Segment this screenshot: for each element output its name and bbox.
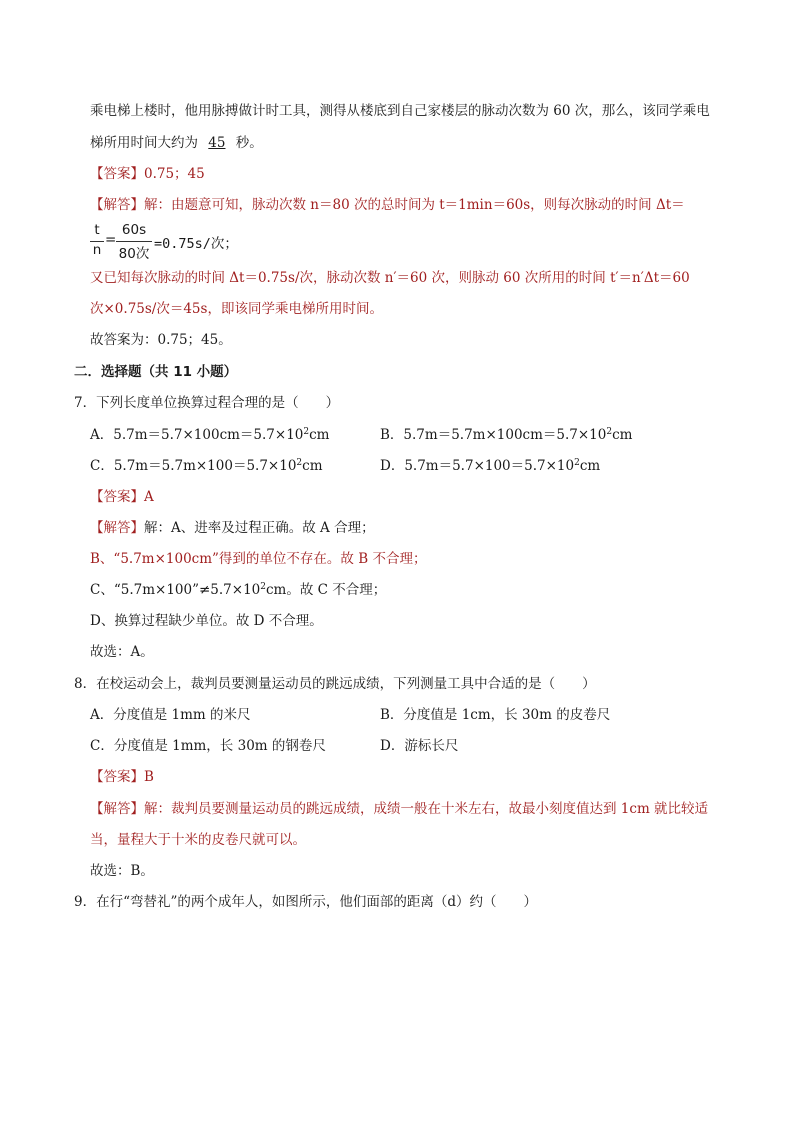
exponent: 2 bbox=[574, 458, 580, 468]
exponent: 2 bbox=[296, 458, 303, 468]
frac1-numerator: t bbox=[94, 222, 100, 238]
exponent: 2 bbox=[303, 427, 310, 437]
q6-blank-answer: 45 bbox=[208, 135, 226, 151]
q7-answer bbox=[90, 487, 154, 507]
explain-text: 解：裁判员要测量运动员的跳远成绩，成绩一般在十米左右，故最小刻度值达到 1cm 就比较适 bbox=[144, 801, 709, 817]
q7-option-a bbox=[90, 425, 330, 445]
q7-option-a-text: A．5.7m＝5.7×100cm＝5.7×10 bbox=[90, 427, 304, 443]
q6-line1: 乘电梯上楼时，他用脉搏做计时工具，测得从楼底到自己家楼层的脉动次数为 60 次，那么，该同学乘电 bbox=[90, 103, 710, 119]
equals-sign: = bbox=[105, 232, 117, 248]
unit: cm bbox=[302, 458, 323, 474]
explain-text: 解：由题意可知，脉动次数 n＝80 次的总时间为 t＝1min＝60s，则每次脉动的时间 Δt＝ bbox=[144, 197, 685, 213]
q6-line2-suffix: 秒。 bbox=[235, 135, 263, 151]
explain-c-pre: C、“5.7m×100”≠5.7×10 bbox=[90, 582, 261, 598]
q7-explain-a bbox=[90, 518, 375, 538]
section-title: 二．选择题（共 11 小题） bbox=[74, 364, 238, 380]
frac2-numerator: 60s bbox=[121, 222, 147, 238]
explain-c-post: cm。故 C 不合理； bbox=[266, 582, 387, 598]
answer-value: 0.75；45 bbox=[144, 166, 205, 182]
exponent: 2 bbox=[606, 427, 613, 437]
q7-option-d bbox=[380, 456, 600, 476]
answer-value: B bbox=[144, 769, 154, 785]
q7-option-b-text: B．5.7m＝5.7m×100cm＝5.7×10 bbox=[380, 427, 607, 443]
answer-tag: 【答案】 bbox=[90, 166, 144, 182]
q8-explain-1 bbox=[90, 799, 708, 819]
q7-explain-d: D、换算过程缺少单位。故 D 不合理。 bbox=[90, 613, 323, 629]
q6-line2-prefix: 梯所用时间大约为 bbox=[90, 135, 198, 151]
q7-conclusion: 故选：A。 bbox=[90, 644, 154, 660]
q6-explain-3: 又已知每次脉动的时间 Δt＝0.75s/次，脉动次数 n′＝60 次，则脉动 60 次所用的时间 t′＝n′Δt＝60 bbox=[90, 270, 690, 286]
explain-tag: 【解答】 bbox=[90, 801, 144, 817]
q6-conclusion: 故答案为：0.75；45。 bbox=[90, 332, 232, 348]
q6-explain-4: 次×0.75s/次＝45s，即该同学乘电梯所用时间。 bbox=[90, 301, 383, 317]
q7-option-c-text: C．5.7m＝5.7m×100＝5.7×10 bbox=[90, 458, 297, 474]
explain-tag: 【解答】 bbox=[90, 520, 144, 536]
answer-value: A bbox=[144, 489, 154, 505]
exponent: 2 bbox=[260, 582, 266, 592]
frac-result: =0.75s/次； bbox=[154, 236, 238, 252]
unit: cm bbox=[309, 427, 330, 443]
q7-explain-b: B、“5.7m×100cm”得到的单位不存在。故 B 不合理； bbox=[90, 551, 427, 567]
q7-option-d-text: D．5.7m＝5.7×100＝5.7×10 bbox=[380, 458, 575, 474]
q8-answer bbox=[90, 767, 154, 787]
q8-option-c: C．分度值是 1mm，长 30m 的钢卷尺 bbox=[90, 738, 326, 754]
q7-option-b bbox=[380, 425, 632, 445]
unit: cm bbox=[612, 427, 633, 443]
explain-tag: 【解答】 bbox=[90, 197, 144, 213]
q9-stem: 9．在行“弯替礼”的两个成年人，如图所示，他们面部的距离（d）约（ ） bbox=[74, 894, 538, 910]
q8-stem: 8．在校运动会上，裁判员要测量运动员的跳远成绩，下列测量工具中合适的是（ ） bbox=[74, 676, 596, 692]
q6-explain-1 bbox=[90, 195, 685, 215]
unit: cm bbox=[579, 458, 601, 474]
q8-option-a: A．分度值是 1mm 的米尺 bbox=[90, 707, 251, 723]
explain-text: 解：A、进率及过程正确。故 A 合理； bbox=[144, 520, 375, 536]
q7-option-c bbox=[90, 456, 323, 476]
answer-tag: 【答案】 bbox=[90, 769, 144, 785]
answer-tag: 【答案】 bbox=[90, 489, 144, 505]
q7-explain-c bbox=[90, 580, 386, 600]
q8-explain-2: 当，量程大于十米的皮卷尺就可以。 bbox=[90, 832, 306, 848]
q8-option-b: B．分度值是 1cm，长 30m 的皮卷尺 bbox=[380, 707, 611, 723]
q8-option-d: D．游标长尺 bbox=[380, 738, 459, 754]
q7-stem: 7．下列长度单位换算过程合理的是（ ） bbox=[74, 395, 340, 411]
q6-answer bbox=[90, 164, 205, 184]
frac2-denominator: 80次 bbox=[118, 246, 150, 262]
q8-conclusion: 故选：B。 bbox=[90, 863, 154, 879]
q6-line2 bbox=[90, 133, 263, 153]
frac1-denominator: n bbox=[92, 242, 102, 258]
